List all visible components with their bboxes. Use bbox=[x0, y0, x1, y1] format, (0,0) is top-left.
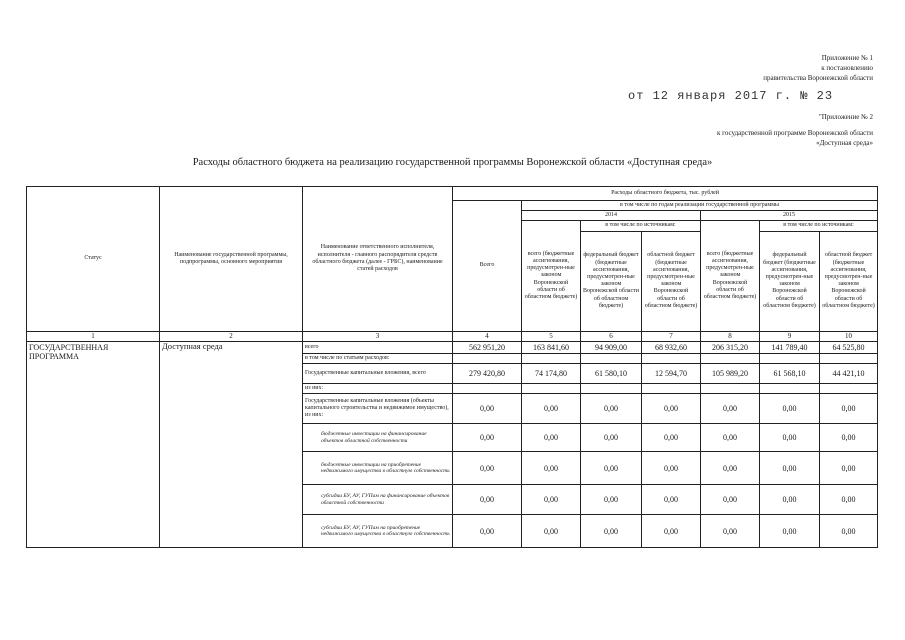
amount-cell: 0,00 bbox=[522, 515, 581, 548]
status-cell: ГОСУДАРСТВЕННАЯ ПРОГРАММА bbox=[27, 341, 160, 547]
amount-cell: 0,00 bbox=[820, 452, 878, 485]
amount-cell: 0,00 bbox=[522, 452, 581, 485]
amount-cell bbox=[760, 353, 820, 363]
amount-cell bbox=[581, 353, 642, 363]
amount-cell bbox=[820, 353, 878, 363]
amount-cell: 12 594,70 bbox=[642, 364, 701, 384]
amount-cell bbox=[522, 384, 581, 394]
amount-cell: 0,00 bbox=[760, 515, 820, 548]
amount-cell: 0,00 bbox=[453, 424, 522, 452]
amount-cell: 0,00 bbox=[701, 424, 760, 452]
amount-cell: 44 421,10 bbox=[820, 364, 878, 384]
header-2015-federal: федеральный бюджет (бюджетные ассигнования, предусмотрен-ные законом Воронежской области об областном бюджете) bbox=[760, 231, 820, 331]
amount-cell: 0,00 bbox=[760, 424, 820, 452]
header-grbs: Наименование ответственного исполнителя, исполнителя - главного распорядителя средств областного бюджета (далее - ГРБС), наименование статей расходов bbox=[303, 187, 453, 332]
appendix-line: Приложение № 1 bbox=[821, 54, 873, 62]
amount-cell: 0,00 bbox=[453, 515, 522, 548]
amount-cell: 279 420,80 bbox=[453, 364, 522, 384]
amount-cell: 0,00 bbox=[820, 424, 878, 452]
header-year-2014: 2014 bbox=[522, 211, 701, 221]
expense-item-label: субсидии БУ, АУ, ГУПам на приобретение недвижимого имущества в областную собственность bbox=[303, 515, 453, 548]
amount-cell: 0,00 bbox=[581, 515, 642, 548]
amount-cell bbox=[453, 353, 522, 363]
amount-cell: 0,00 bbox=[642, 515, 701, 548]
amount-cell: 0,00 bbox=[453, 394, 522, 424]
amount-cell: 163 841,60 bbox=[522, 341, 581, 353]
column-number: 10 bbox=[820, 331, 878, 341]
amount-cell: 0,00 bbox=[701, 485, 760, 515]
header-year-2015: 2015 bbox=[701, 211, 878, 221]
amount-cell: 74 174,80 bbox=[522, 364, 581, 384]
amount-cell: 61 568,10 bbox=[760, 364, 820, 384]
column-number-row bbox=[27, 331, 878, 341]
appendix-line: «Доступная среда» bbox=[816, 139, 873, 147]
amount-cell: 0,00 bbox=[581, 424, 642, 452]
column-number: 5 bbox=[522, 331, 581, 341]
amount-cell: 105 989,20 bbox=[701, 364, 760, 384]
amount-cell: 0,00 bbox=[642, 424, 701, 452]
amount-cell bbox=[701, 353, 760, 363]
amount-cell bbox=[701, 384, 760, 394]
amount-cell bbox=[453, 384, 522, 394]
header-2014-federal: федеральный бюджет (бюджетные ассигнования, предусмотрен-ные законом Воронежской области об областном бюджете) bbox=[581, 231, 642, 331]
amount-cell: 64 525,80 bbox=[820, 341, 878, 353]
header-2015-total: всего (бюджетные ассигнования, предусмотрен-ные законом Воронежской области об областном бюджете) bbox=[701, 221, 760, 331]
amount-cell: 0,00 bbox=[453, 485, 522, 515]
header-2014-total: всего (бюджетные ассигнования, предусмотрен-ные законом Воронежской области об областном бюджете) bbox=[522, 221, 581, 331]
expense-item-label: субсидии БУ, АУ, ГУПам на финансирование объектов областной собственности bbox=[303, 485, 453, 515]
amount-cell: 0,00 bbox=[581, 485, 642, 515]
expense-item-label: из них: bbox=[303, 384, 453, 394]
amount-cell bbox=[760, 384, 820, 394]
amount-cell: 0,00 bbox=[820, 515, 878, 548]
appendix-line: к постановлению bbox=[821, 64, 873, 72]
budget-table bbox=[26, 186, 878, 548]
header-by-years: в том числе по годам реализации государственной программы bbox=[522, 201, 878, 211]
header-2015-regional: областной бюджет (бюджетные ассигнования, предусмотрен-ные законом Воронежской области об областном бюджете) bbox=[820, 231, 878, 331]
column-number: 8 bbox=[701, 331, 760, 341]
amount-cell: 0,00 bbox=[642, 452, 701, 485]
amount-cell: 0,00 bbox=[820, 485, 878, 515]
appendix-line: к государственной программе Воронежской области bbox=[716, 129, 873, 137]
expense-item-label: Государственные капитальные вложения, всего bbox=[303, 364, 453, 384]
amount-cell: 0,00 bbox=[581, 394, 642, 424]
amount-cell: 0,00 bbox=[453, 452, 522, 485]
amount-cell: 68 932,60 bbox=[642, 341, 701, 353]
amount-cell: 0,00 bbox=[642, 394, 701, 424]
amount-cell: 206 315,20 bbox=[701, 341, 760, 353]
column-number: 2 bbox=[160, 331, 303, 341]
decree-date: от 12 января 2017 г. № 23 bbox=[628, 89, 834, 103]
appendix-header bbox=[763, 53, 873, 83]
amount-cell: 0,00 bbox=[642, 485, 701, 515]
amount-cell: 0,00 bbox=[760, 394, 820, 424]
expense-item-label: Государственные капитальные вложения (объекты капитального строительства и недвижимое имущество), из них: bbox=[303, 394, 453, 424]
amount-cell bbox=[522, 353, 581, 363]
amount-cell: 0,00 bbox=[581, 452, 642, 485]
amount-cell: 0,00 bbox=[701, 515, 760, 548]
column-number: 3 bbox=[303, 331, 453, 341]
column-number: 9 bbox=[760, 331, 820, 341]
appendix-line: правительства Воронежской области bbox=[763, 74, 873, 82]
expense-item-label: всего bbox=[303, 341, 453, 353]
header-2015-by-source: в том числе по источникам: bbox=[760, 221, 878, 231]
header-expenses: Расходы областного бюджета, тыс. рублей bbox=[453, 187, 878, 201]
amount-cell: 61 580,10 bbox=[581, 364, 642, 384]
header-program-name: Наименование государственной программы, подпрограммы, основного мероприятия bbox=[160, 187, 303, 332]
program-name-cell: Доступная среда bbox=[160, 341, 303, 547]
amount-cell: 0,00 bbox=[522, 394, 581, 424]
amount-cell bbox=[642, 353, 701, 363]
header-total: Всего bbox=[453, 201, 522, 332]
header-2014-regional: областной бюджет (бюджетные ассигнования, предусмотрен-ные законом Воронежской области об областном бюджете) bbox=[642, 231, 701, 331]
amount-cell: 562 951,20 bbox=[453, 341, 522, 353]
document-title: Расходы областного бюджета на реализацию государственной программы Воронежской области «Доступная среда» bbox=[192, 157, 713, 168]
amount-cell: 0,00 bbox=[820, 394, 878, 424]
column-number: 7 bbox=[642, 331, 701, 341]
amount-cell bbox=[581, 384, 642, 394]
amount-cell: 0,00 bbox=[701, 394, 760, 424]
amount-cell: 141 789,40 bbox=[760, 341, 820, 353]
header-status: Статус bbox=[27, 187, 160, 332]
expense-item-label: бюджетные инвестиции на финансирование объектов областной собственности bbox=[303, 424, 453, 452]
amount-cell: 94 909,00 bbox=[581, 341, 642, 353]
expense-item-label: бюджетные инвестиции на приобретение недвижимого имущества в областную собственность bbox=[303, 452, 453, 485]
amount-cell: 0,00 bbox=[522, 485, 581, 515]
column-number: 4 bbox=[453, 331, 522, 341]
header-2014-by-source: в том числе по источникам: bbox=[581, 221, 701, 231]
column-number: 1 bbox=[27, 331, 160, 341]
column-number: 6 bbox=[581, 331, 642, 341]
amount-cell: 0,00 bbox=[760, 452, 820, 485]
amount-cell: 0,00 bbox=[760, 485, 820, 515]
amount-cell bbox=[642, 384, 701, 394]
amount-cell bbox=[820, 384, 878, 394]
expense-item-label: в том числе по статьям расходов: bbox=[303, 353, 453, 363]
table-row bbox=[27, 341, 878, 353]
appendix2-line: "Приложение № 2 bbox=[818, 113, 873, 121]
appendix2-header bbox=[717, 128, 873, 148]
amount-cell: 0,00 bbox=[701, 452, 760, 485]
amount-cell: 0,00 bbox=[522, 424, 581, 452]
